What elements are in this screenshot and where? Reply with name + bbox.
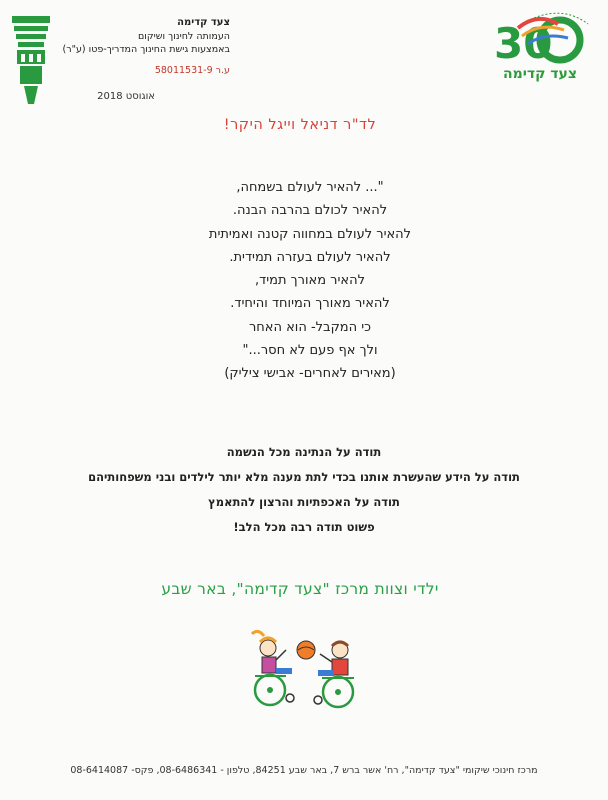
thanks-line: פשוט תודה רבה מכל הלב! [233,520,375,534]
signature: ילדי וצוות מרכז "צעד קדימה", באר שבע [161,580,439,598]
thanks-block [40,440,568,540]
poem-line: להאיר לעולם בעזרה תמידית. [229,249,391,265]
org-line-1: העמותה לחינוך ושיקום [138,31,230,42]
org-line-2: באמצעות גישת החינוך המדריך-פטו (ע"ר) [62,44,230,55]
salutation: לד"ר דניאל וייגל היקר! [223,117,377,133]
poem-line: להאיר מאורך תמיד, [255,273,365,289]
poem-line: כי המקבל- הוא האחר [248,319,372,335]
poem-line: ולך אף פעם לא חסר..." [242,343,378,359]
thanks-line: תודה על הידע שהעשרת אותנו בכדי לתת מענה מלא יותר לילדים ובני משפחותיהם [88,470,520,484]
poem-line: להאיר לעולם במחווה קטנה ואמיתית [208,226,412,242]
logo-number: 30 [494,19,553,68]
poem-attribution: (מאירים לאחרים- אבישי ציליק) [224,366,396,382]
thanks-line: תודה על האכפתיות והרצון להתאמץ [208,495,400,509]
org-emblem-icon [10,14,52,106]
letter-date: אוגוסט 2018 [97,91,155,102]
poem-line: להאיר לכולם בהרבה הבנה. [232,203,388,219]
footer-address: מרכז חינוכי שיקומי "צעד קדימה", רח' אשר ברש 7, באר שבע 84251, טלפון - 08-6486341, פקס- 08-6414087 [70,765,538,776]
org-registration: ע.ר 58011531-9 [154,65,230,76]
anniversary-logo-icon [488,10,598,95]
poem [120,176,500,386]
thanks-line: תודה על הנתינה מכל הנשמה [226,445,382,459]
org-name: צעד קדימה [177,17,230,28]
kids-wheelchair-illustration-icon [240,628,370,710]
poem-line: "... להאיר לעולם בשמחה, [236,180,384,195]
poem-line: להאיר מאורך המיוחד והיחיד. [230,296,390,312]
logo-text: צעד קדימה [503,66,577,82]
org-header-block [60,16,230,56]
